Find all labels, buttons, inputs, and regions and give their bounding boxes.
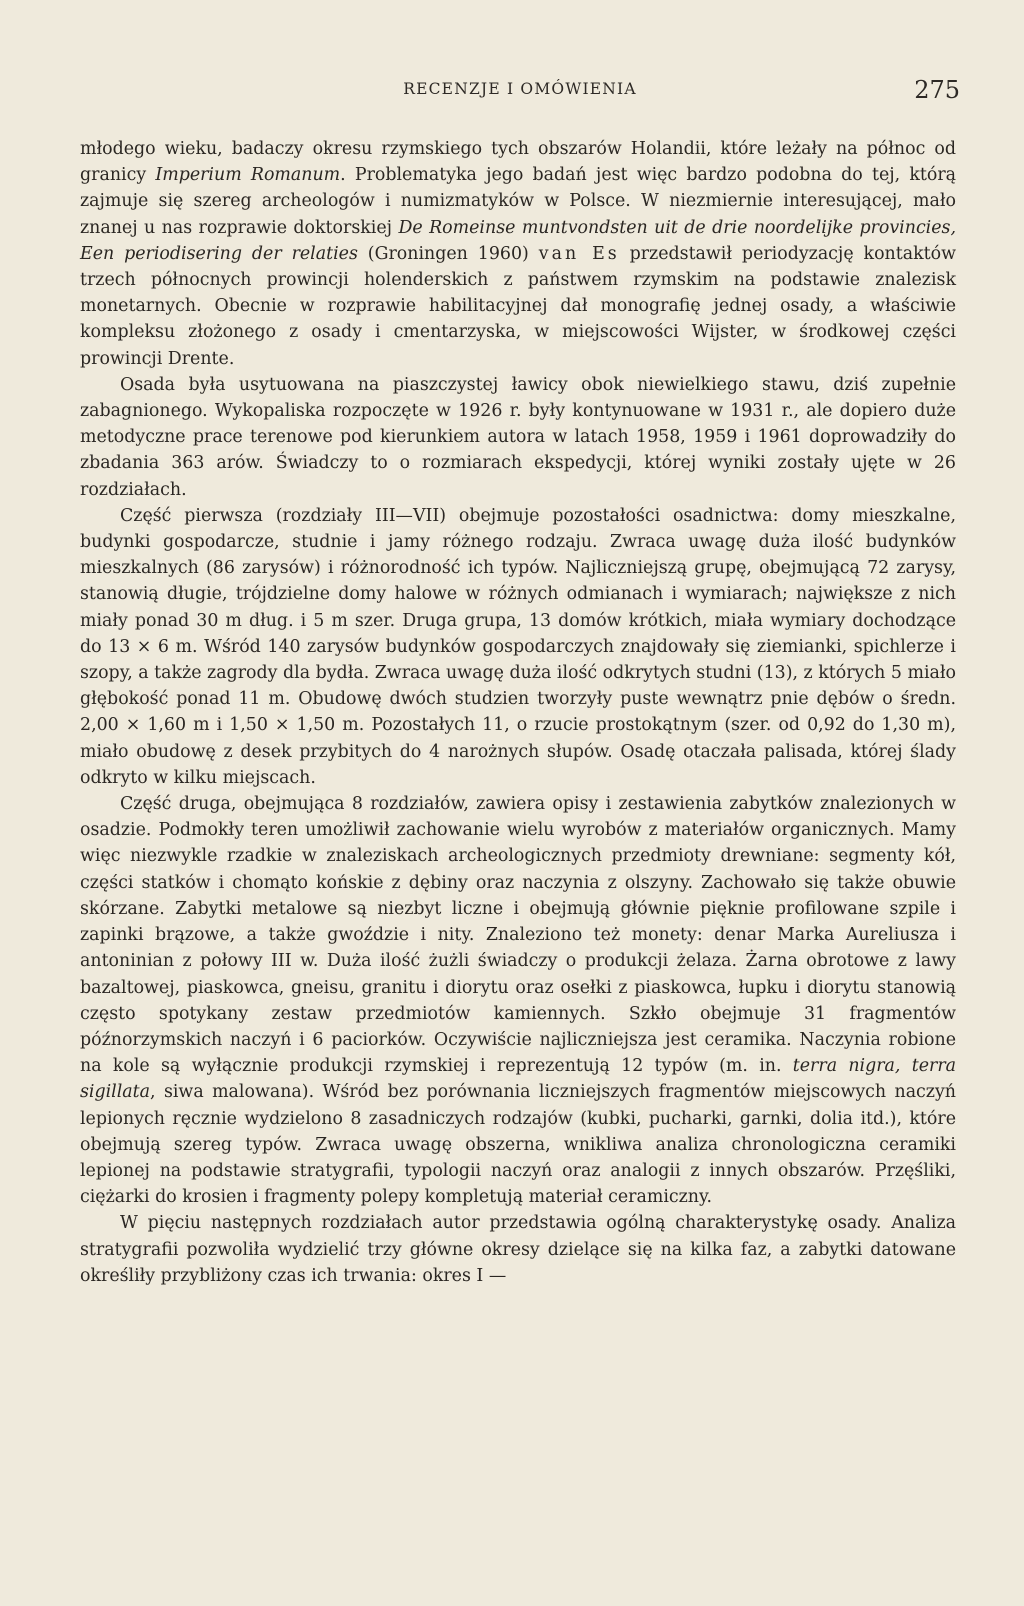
italic-text: Imperium Romanum <box>155 165 341 186</box>
paragraph <box>80 372 956 503</box>
page-header <box>80 76 960 112</box>
text-run: Osada była usytuowana na piaszczystej ławicy obok niewielkiego stawu, dziś zupełnie zabagnionego. Wykopaliska rozpoczęte w 1926 r. były kontynuowane w 1931 r., ale dopiero duże metodyczne prace terenowe pod kierunkiem autora w latach 1958, 1959 i 1961 doprowadziły do zbadania 363 arów. Świadczy to o rozmiarach ekspedycji, której wyniki zostały ujęte w 26 rozdziałach. <box>80 374 956 500</box>
italic-text: terra nigra, terra sigillata <box>80 1056 956 1103</box>
paragraph <box>80 503 956 791</box>
paragraph <box>80 136 956 372</box>
running-head: RECENZJE I OMÓWIENIA <box>403 80 637 98</box>
text-run: Część druga, obejmująca 8 rozdziałów, zawiera opisy i zestawienia zabytków znalezionych w osadzie. Podmokły teren umożliwił zachowanie wielu wyrobów z materiałów organicznych. Mamy więc niezwykle rzadkie w znaleziskach archeologicznych przedmioty drewniane: segmenty kół, części statków i chomąto końskie z dębiny oraz naczynia z olszyny. Zachowało się także obuwie skórzane. Zabytki metalowe są niezbyt liczne i obejmują głównie pięknie profilowane szpile i zapinki brązowe, a także gwoździe i nity. Znaleziono też monety: denar Marka Aureliusza i antoninian z połowy III w. Duża ilość żużli świadczy o produkcji żelaza. Żarna obrotowe z lawy bazaltowej, piaskowca, gneisu, granitu i diorytu oraz osełki z piaskowca, łupku i diorytu stanowią często spotykany zestaw przedmiotów kamiennych. Szkło obejmuje 31 fragmentów późnorzymskich naczyń i 6 paciorków. Oczywiście najliczniejsza jest ceramika. Naczynia robione na kole są wyłącznie produkcji rzymskiej i reprezentują 12 typów (m. in. <box>80 794 956 1077</box>
text-run: (Groningen 1960) <box>357 243 539 264</box>
text-run: W pięciu następnych rozdziałach autor przedstawia ogólną charakterystykę osady. Analiza stratygrafii pozwoliła wydzielić trzy główne okresy dzielące się na kilka faz, a zabytki datowane określiły przybliżony czas ich trwania: okres I — <box>80 1213 956 1286</box>
spaced-author-name: van Es <box>538 243 620 264</box>
italic-text: De Romeinse muntvondsten uit de drie noordelijke provincies, Een periodisering der relaties <box>80 217 956 264</box>
text-run: przedstawił periodyzację kontaktów trzech północnych prowincji holenderskich z państwem rzymskim na podstawie znalezisk monetarnych. Obecnie w rozprawie habilitacyjnej dał monografię jednej osady, a właściwie kompleksu złożonego z osady i cmentarzyska, w miejscowości Wijster, w środkowej części prowincji Drente. <box>80 243 956 369</box>
paragraph <box>80 1210 956 1289</box>
page-number: 275 <box>914 76 960 104</box>
text-run: , siwa malowana). Wśród bez porównania liczniejszych fragmentów miejscowych naczyń lepionych ręcznie wydzielono 8 zasadniczych rodzajów (kubki, pucharki, garnki, dolia itd.), które obejmują szereg typów. Zwraca uwagę obszerna, wnikliwa analiza chronologiczna ceramiki lepionej na podstawie stratygrafii, typologii naczyń oraz analogii z innych obszarów. Przęśliki, ciężarki do krosien i fragmenty polepy kompletują materiał ceramiczny. <box>80 1082 956 1208</box>
paragraph <box>80 791 956 1210</box>
text-run: Część pierwsza (rozdziały III—VII) obejmuje pozostałości osadnictwa: domy mieszkalne, budynki gospodarcze, studnie i jamy różnego rodzaju. Zwraca uwagę duża ilość budynków mieszkalnych (86 zarysów) i różnorodność ich typów. Najliczniejszą grupę, obejmującą 72 zarysy, stanowią długie, trójdzielne domy halowe w różnych odmianach i wymiarach; największe z nich miały ponad 30 m dług. i 5 m szer. Druga grupa, 13 domów krótkich, miała wymiary dochodzące do 13 × 6 m. Wśród 140 zarysów budynków gospodarczych znajdowały się ziemianki, spichlerze i szopy, a także zagrody dla bydła. Zwraca uwagę duża ilość odkrytych studni (13), z których 5 miało głębokość ponad 11 m. Obudowę dwóch studzien tworzyły puste wewnątrz pnie dębów o średn. 2,00 × 1,60 m i 1,50 × 1,50 m. Pozostałych 11, o rzucie prostokątnym (szer. od 0,92 do 1,30 m), miało obudowę z desek przybitych do 4 narożnych słupów. Osadę otaczała palisada, której ślady odkryto w kilku miejscach. <box>80 505 956 788</box>
body-text <box>80 136 956 1289</box>
text-run: młodego wieku, badaczy okresu rzymskiego tych obszarów Holandii, które leżały na północ od granicy <box>80 139 956 186</box>
text-run: . Problematyka jego badań jest więc bardzo podobna do tej, którą zajmuje się szereg archeologów i numizmatyków w Polsce. W niezmiernie interesującej, mało znanej u nas rozprawie doktorskiej <box>80 165 957 238</box>
